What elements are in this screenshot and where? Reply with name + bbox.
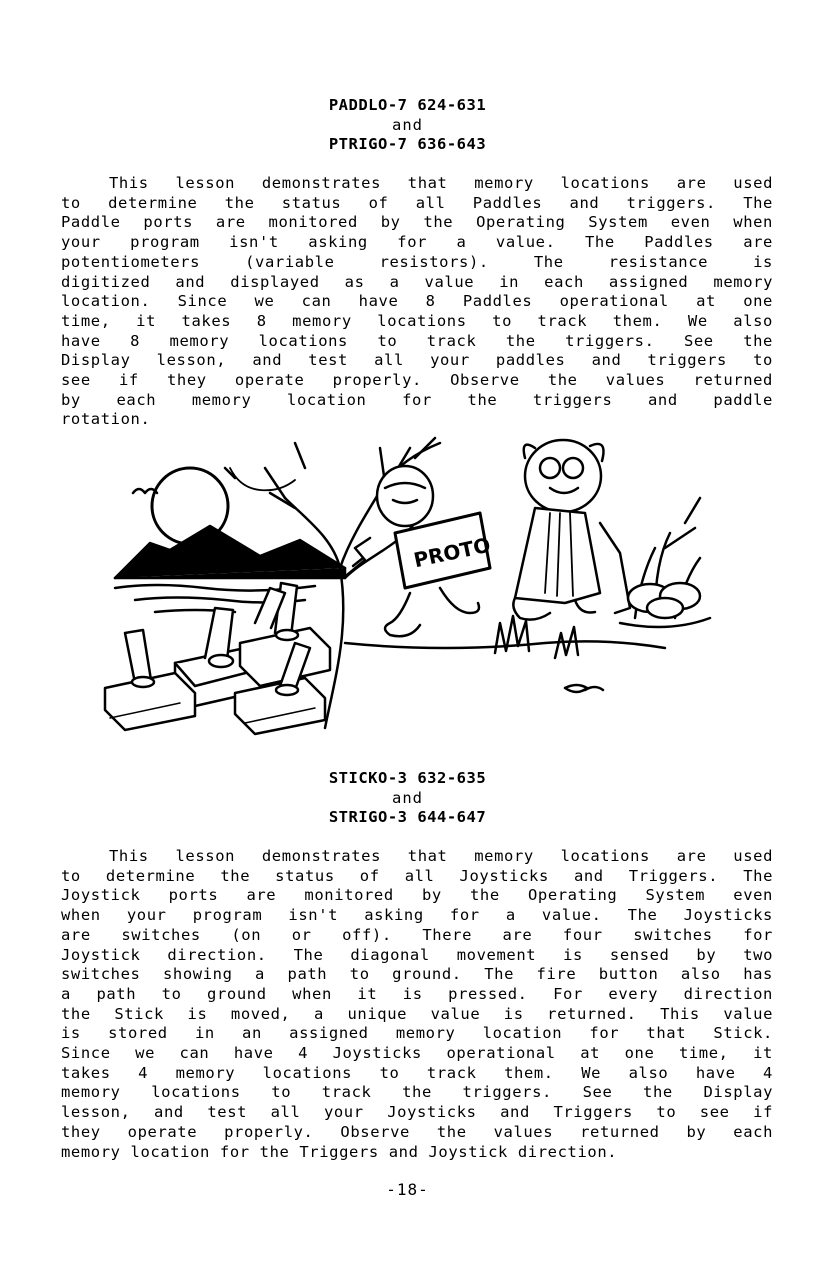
section2-paragraph [61,847,773,1162]
paragraph-line: to determine the status of all Joysticks and Triggers. The [61,866,773,885]
paragraph-line: Since we can have 4 Joysticks operational at one time, it [61,1044,773,1063]
sign-text: PROTO [411,532,493,573]
joystick-controllers [105,583,330,734]
section1-title1: PADDLO-7 624-631 [328,96,487,114]
paragraph-line: the Stick is moved, a unique value is returned. This value [61,1004,773,1023]
paragraph-line: Display lesson, and test all your paddles and triggers to [61,351,773,370]
paragraph-line: they operate properly. Observe the values returned by each [61,1122,773,1141]
paragraph-line: time, it takes 8 memory locations to track them. We also [61,311,773,330]
section2-heading [0,769,815,828]
paragraph-line: digitized and displayed as a value in each assigned memory [61,272,773,291]
paragraph-line: see if they operate properly. Observe the values returned [61,371,773,390]
paragraph-line: by each memory location for the triggers and paddle [61,390,773,409]
section2-and: and [392,788,423,807]
paragraph-line: location. Since we can have 8 Paddles operational at one [61,292,773,311]
paragraph-line: have 8 memory locations to track the triggers. See the [61,331,773,350]
section1-and: and [392,115,423,134]
grass [495,616,578,658]
section1-paragraph [61,174,773,430]
paragraph-line: lesson, and test all your Joysticks and Triggers to see if [61,1103,773,1122]
paragraph-line: This lesson demonstrates that memory locations are used [109,174,773,192]
paragraph-line: takes 4 memory locations to track them. We also have 4 [61,1063,773,1082]
section1-heading [0,96,815,155]
rock [647,598,683,618]
paragraph-line: to determine the status of all Paddles and triggers. The [61,193,773,212]
paragraph-line: memory locations to track the triggers. See the Display [61,1083,773,1102]
paragraph-line: Joystick direction. The diagonal movement is sensed by two [61,945,773,964]
cartoon-illustration [95,428,725,738]
section2-title2: STRIGO-3 644-647 [328,808,487,826]
robot-head [377,466,433,526]
paragraph-line: potentiometers (variable resistors). The resistance is [61,252,773,271]
paragraph-line: Paddle ports are monitored by the Operating System even when [61,213,773,232]
paragraph-line: memory location for the Triggers and Joystick direction. [61,1142,618,1161]
paragraph-line: is stored in an assigned memory location for that Stick. [61,1024,773,1043]
paragraph-line: switches showing a path to ground. The fire button also has [61,965,773,984]
paragraph-line: a path to ground when it is pressed. For every direction [61,984,773,1003]
section1-title2: PTRIGO-7 636-643 [328,135,487,153]
section2-title1: STICKO-3 632-635 [328,769,487,787]
paragraph-line: your program isn't asking for a value. The Paddles are [61,233,773,252]
paragraph-line: are switches (on or off). There are four switches for [61,925,773,944]
paragraph-line: Joystick ports are monitored by the Operating System even [61,886,773,905]
page-number: -18- [386,1180,429,1199]
robot-legs [385,588,479,636]
paragraph-line: rotation. [61,410,151,429]
professor-head [525,440,601,512]
paragraph-line: when your program isn't asking for a value. The Joysticks [61,906,773,925]
paragraph-line: This lesson demonstrates that memory locations are used [109,847,773,865]
